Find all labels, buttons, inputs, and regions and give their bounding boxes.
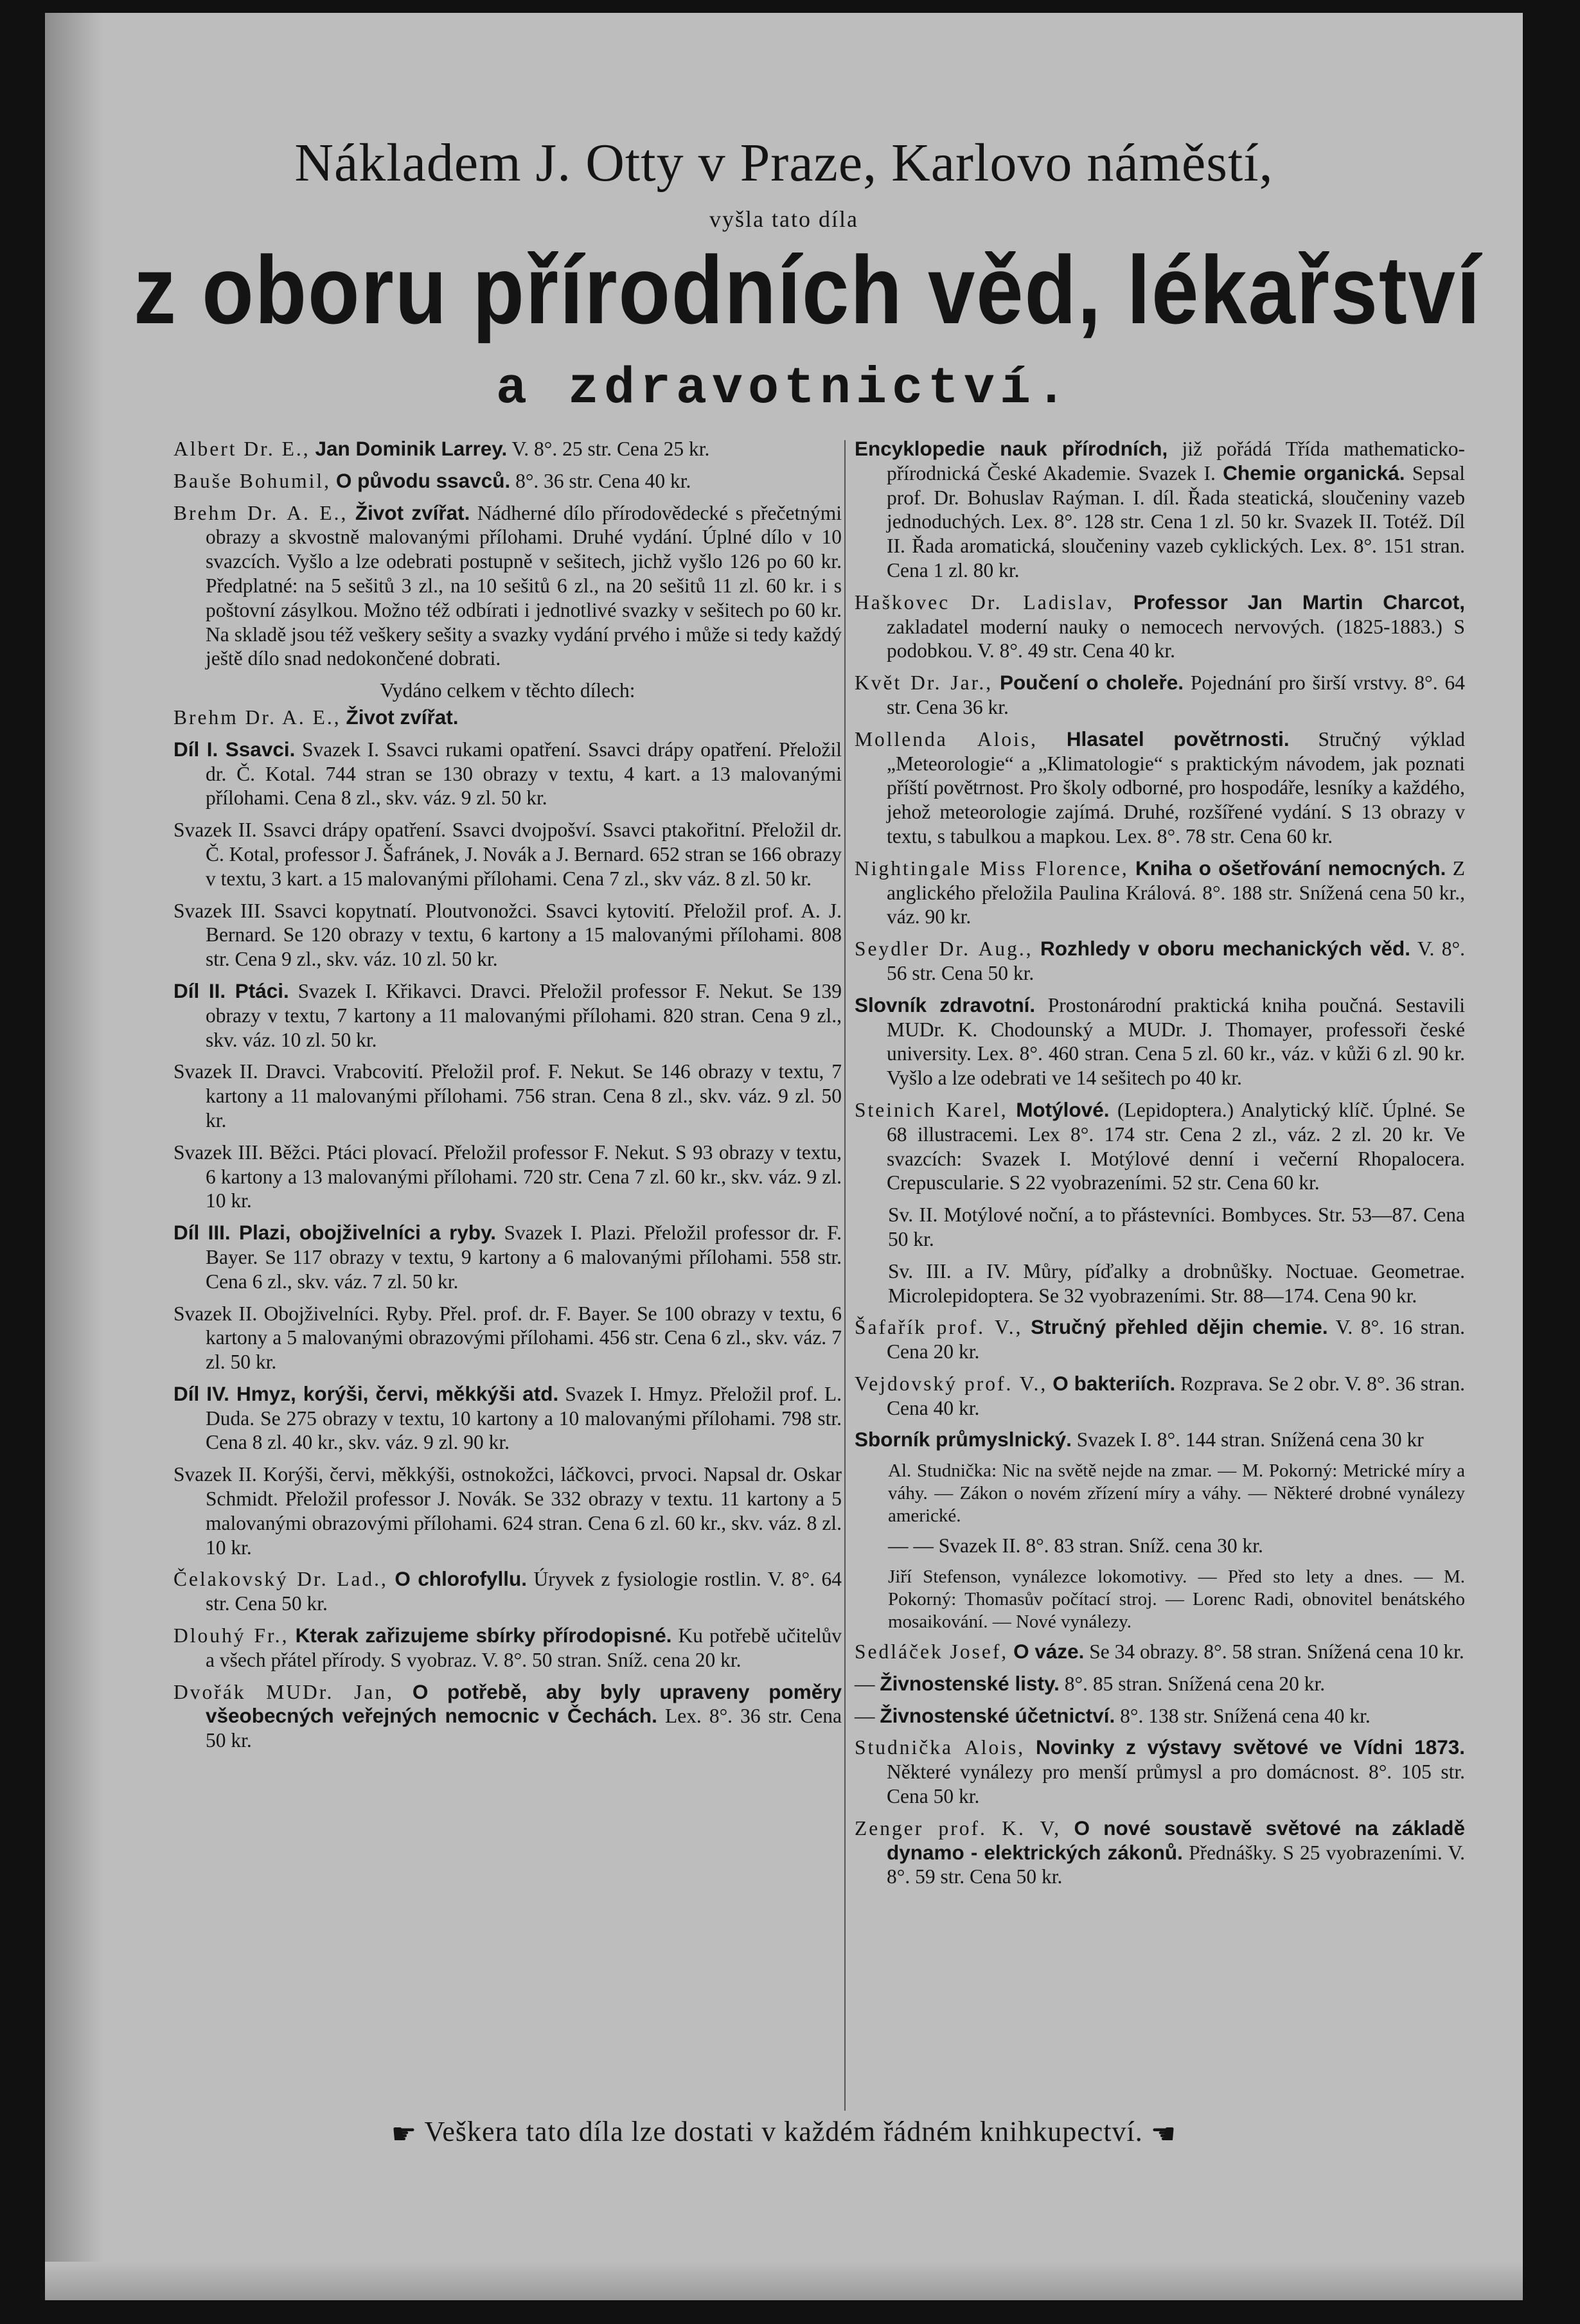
volume-entry: Svazek II. Korýši, červi, měkkýši, ostnokožci, láčkovci, prvoci. Napsal dr. Oskar Schmidt. Přeložil professor J. Novák. Se 332 obrazy v textu. 11 kartony a 5 malovanými obrazovými přílohami. 624 stran. Cena 6 zl. 60 kr., skv. váz. 8 zl. 10 kr. bbox=[173, 1463, 842, 1559]
listing-entry: Sborník průmyslnický. Svazek I. 8°. 144 stran. Snížená cena 30 kr bbox=[855, 1428, 1424, 1451]
volume-entry: Svazek II. Ssavci drápy opatření. Ssavci dvojpošví. Ssavci ptakořitní. Přeložil dr. Č. Kotal, professor J. Šafránek, J. Novák a J. Bernard. 652 stran se 166 obrazy v textu, 3 kart. a 15 malovanými přílohami. Cena 7 zl., skv váz. 8 zl. 50 kr. bbox=[173, 819, 842, 890]
listing-entry: Slovník zdravotní. Prostonárodní praktická kniha poučná. Sestavili MUDr. K. Chodounský a MUDr. J. Thomayer, professoři české university. Lex. 8°. 460 stran. Cena 5 zl. 60 kr., váz. v kůži 6 zl. 90 kr. Vyšlo a lze odebrati ve 14 sešitech po 40 kr. bbox=[855, 993, 1465, 1090]
listing-entry: Vejdovský prof. V., O bakteriích. Rozprava. Se 2 obr. V. 8°. 36 stran. Cena 40 kr. bbox=[855, 1371, 1465, 1419]
listing-entry: Květ Dr. Jar., Poučení o choleře. Pojednání pro širší vrstvy. 8°. 64 str. Cena 36 kr. bbox=[855, 671, 1465, 718]
listing-entry: Albert Dr. E., Jan Dominik Larrey. V. 8°. 25 str. Cena 25 kr. bbox=[173, 437, 710, 460]
listing-entry: Dlouhý Fr., Kterak zařizujeme sbírky přírodopisné. Ku potřebě učitelův a všech přátel přírody. S vyobraz. V. 8°. 50 stran. Sníž. cena 20 kr. bbox=[173, 1624, 842, 1671]
listing-entry: Seydler Dr. Aug., Rozhledy v oboru mechanických věd. V. 8°. 56 str. Cena 50 kr. bbox=[855, 937, 1465, 984]
left-column bbox=[173, 437, 842, 1761]
listing-entry: — Živnostenské účetnictví. 8°. 138 str. Snížená cena 40 kr. bbox=[855, 1703, 1371, 1727]
secondary-title: a zdravotnictví. bbox=[495, 360, 1072, 418]
contents-note: Jiří Stefenson, vynálezce lokomotivy. — Před sto lety a dnes. — M. Pokorný: Thomasův počítací stroj. — Lorenc Radi, obnovitel benátského mosaikování. — Nové vynálezy. bbox=[888, 1566, 1465, 1633]
listing-entry: Bauše Bohumil, O původu ssavců. 8°. 36 str. Cena 40 kr. bbox=[173, 468, 691, 492]
listing-entry: Zenger prof. K. V, O nové soustavě světové na základě dynamo - elektrických zákonů. Přednášky. S 25 vyobrazeními. V. 8°. 59 str. Cena 50 kr. bbox=[855, 1816, 1465, 1888]
listing-entry: Sedláček Josef, O váze. Se 34 obrazy. 8°. 58 stran. Snížená cena 10 kr. bbox=[855, 1640, 1464, 1663]
listing-entry: Nightingale Miss Florence, Kniha o ošetřování nemocných. Z anglického přeložila Paulina Králová. 8°. 188 str. Snížená cena 50 kr., váz. 90 kr. bbox=[855, 856, 1465, 928]
volume-entry: Díl I. Ssavci. Svazek I. Ssavci rukami opatření. Ssavci drápy opatření. Přeložil dr. Č. Kotal. 744 stran se 130 obrazy v textu, 4 kart. a 13 malovanými přílohami. Cena 8 zl., skv. váz. 9 zl. 50 kr. bbox=[173, 737, 842, 810]
volume-entry: Díl III. Plazi, obojživelníci a ryby. Svazek I. Plazi. Přeložil professor dr. F. Bayer. Se 117 obrazy v textu, 9 kartony a 6 malovanými přílohami. 558 str. Cena 6 zl., skv. váz. 7 zl. 50 kr. bbox=[173, 1221, 842, 1293]
section-heading: Vydáno celkem v těchto dílech: bbox=[380, 679, 635, 702]
volume-entry: Svazek II. Dravci. Vrabcovití. Přeložil prof. F. Nekut. Se 146 obrazy v textu, 7 kartony a 11 malovanými přílohami. 756 stran. Cena 8 zl., skv. váz. 9 zl. 50 kr. bbox=[173, 1060, 842, 1131]
listing-entry: Brehm Dr. A. E., Život zvířat. Nádherné dílo přírodovědecké s přečetnými obrazy a skvostně malovanými přílohami. Druhé vydání. Úplné dílo v 10 svazcích. Vyšlo a lze odebrati postupně v sešitech, jichž vyšlo 126 po 60 kr. Předplatné: na 5 sešitů 3 zl., na 10 sešitů 6 zl., na 20 sešitů 11 zl. 60 kr. i s poštovní zásylkou. Možno též odbírati i jednotlivé svazky v sešitech po 60 kr. Na skladě jsou též veškery sešity a svazky vydání prvého i může si tedy každý ještě dílo snad nedokončené dobrati. bbox=[173, 501, 842, 670]
pointing-hand-left-icon: ☚ bbox=[1150, 2118, 1177, 2151]
listing-entry: Mollenda Alois, Hlasatel povětrnosti. Stručný výklad „Meteorologie“ a „Klimatologie“ s praktickým návodem, jak poznati příští povětrnost. Pro školy odborné, pro hospodáře, lesníky a každého, jehož meteorologie zajímá. Druhé, rozšířené vydání. S 13 obrazy v textu, s tabulkou a mapkou. Lex. 8°. 78 str. Cena 60 kr. bbox=[855, 727, 1466, 847]
pointing-hand-right-icon: ☛ bbox=[391, 2118, 418, 2151]
contents-note: Al. Studnička: Nic na světě nejde na zmar. — M. Pokorný: Metrické míry a váhy. — Zákon o novém zřízení míry a váhy. — Některé drobné vynálezy americké. bbox=[888, 1460, 1465, 1527]
column-divider bbox=[844, 440, 846, 2111]
volume-entry: Díl IV. Hmyz, korýši, červi, měkkýši atd. Svazek I. Hmyz. Přeložil prof. L. Duda. Se 275 obrazy v textu, 10 kartony a 10 malovanými přílohami. 798 str. Cena 8 zl. 40 kr., skv. váz. 9 zl. 90 kr. bbox=[173, 1381, 842, 1454]
page-shadow bbox=[45, 13, 103, 2300]
volume-entry: — — Svazek II. 8°. 83 stran. Sníž. cena 30 kr. bbox=[888, 1534, 1263, 1557]
listing-entry: Studnička Alois, Novinky z výstavy světové ve Vídni 1873. Některé vynálezy pro menší průmysl a pro domácnost. 8°. 105 str. Cena 50 kr. bbox=[855, 1735, 1466, 1808]
listing-entry: Steinich Karel, Motýlové. (Lepidoptera.) Analytický klíč. Úplné. Se 68 illustracemi. Lex 8°. 174 str. Cena 2 zl., váz. 2 zl. 20 kr. Ve svazcích: Svazek I. Motýlové denní i večerní Rhopalocera. Crepuscularie. S 22 vyobrazeními. 52 str. Cena 60 kr. bbox=[855, 1097, 1465, 1194]
volume-entry: Svazek III. Běžci. Ptáci plovací. Přeložil professor F. Nekut. S 93 obrazy v textu, 6 kartony a 13 malovanými přílohami. 720 str. Cena 7 zl. 60 kr., skv. váz. 9 zl. 10 kr. bbox=[173, 1140, 842, 1212]
listing-entry: Čelakovský Dr. Lad., O chlorofyllu. Úryvek z fysiologie rostlin. V. 8°. 64 str. Cena 50 kr. bbox=[173, 1567, 842, 1615]
right-column bbox=[855, 437, 1465, 1897]
page-shadow-bottom bbox=[45, 2262, 1523, 2300]
listing-entry: Encyklopedie nauk přírodních, již pořádá Třída mathematicko-přírodnická České Akademie. Svazek I. Chemie organická. Sepsal prof. Dr. Bohuslav Raýman. I. díl. Řada steatická, sloučeniny vazeb jednoduchých. Lex. 8°. 128 str. Cena 1 zl. 50 kr. Svazek II. Totéž. Díl II. Řada aromatická, sloučeniny vazeb cyklických. Lex. 8°. 151 stran. Cena 1 zl. 80 kr. bbox=[855, 437, 1465, 581]
volume-entry: Díl II. Ptáci. Svazek I. Křikavci. Dravci. Přeložil professor F. Nekut. Se 139 obrazy v textu, 7 kartony a 11 malovanými přílohami. 820 stran. Cena 9 zl., skv. váz. 10 zl. 50 kr. bbox=[173, 979, 842, 1051]
main-title: z oboru přírodních věd, lékařství bbox=[134, 236, 1482, 344]
volume-entry: Sv. III. a IV. Můry, píďalky a drobnůšky. Noctuae. Geometrae. Microlepidoptera. Se 32 vyobrazeními. Str. 88—174. Cena 90 kr. bbox=[888, 1259, 1465, 1307]
advertisement-page bbox=[45, 13, 1523, 2300]
footer-line bbox=[45, 2115, 1523, 2151]
listing-entry: Šafařík prof. V., Stručný přehled dějin chemie. V. 8°. 16 stran. Cena 20 kr. bbox=[855, 1315, 1466, 1363]
publisher-line: Nákladem J. Otty v Praze, Karlovo náměstí, bbox=[294, 133, 1274, 193]
subline: vyšla tato díla bbox=[709, 206, 858, 232]
volume-entry: Svazek III. Ssavci kopytnatí. Ploutvonožci. Ssavci kytovití. Přeložil prof. A. J. Bernard. Se 120 obrazy v textu, 6 kartony a 15 malovanými přílohami. 808 str. Cena 9 zl., skv. váz. 10 zl. 50 kr. bbox=[173, 899, 842, 971]
volume-entry: Sv. II. Motýlové noční, a to přástevníci. Bombyces. Str. 53—87. Cena 50 kr. bbox=[888, 1203, 1465, 1250]
listing-entry: — Živnostenské listy. 8°. 85 stran. Snížená cena 20 kr. bbox=[855, 1671, 1326, 1695]
volume-entry: Svazek II. Obojživelníci. Ryby. Přel. prof. dr. F. Bayer. Se 100 obrazy v textu, 6 kartony a 5 malovanými obrazovými přílohami. 456 str. Cena 6 zl., skv. váz. 7 zl. 50 kr. bbox=[173, 1302, 842, 1374]
listing-entry: Dvořák MUDr. Jan, O potřebě, aby byly upraveny poměry všeobecných veřejných nemocnic v Čechách. Lex. 8°. 36 str. Cena 50 kr. bbox=[173, 1680, 842, 1752]
footer-text: Veškera tato díla lze dostati v každém řádném knihkupectví. bbox=[424, 2116, 1143, 2147]
listing-entry: Haškovec Dr. Ladislav, Professor Jan Martin Charcot, zakladatel moderní nauky o nemocech nervových. (1825-1883.) S podobkou. V. 8°. 49 str. Cena 40 kr. bbox=[855, 590, 1466, 662]
listing-entry: Brehm Dr. A. E., Život zvířat. bbox=[173, 705, 459, 729]
